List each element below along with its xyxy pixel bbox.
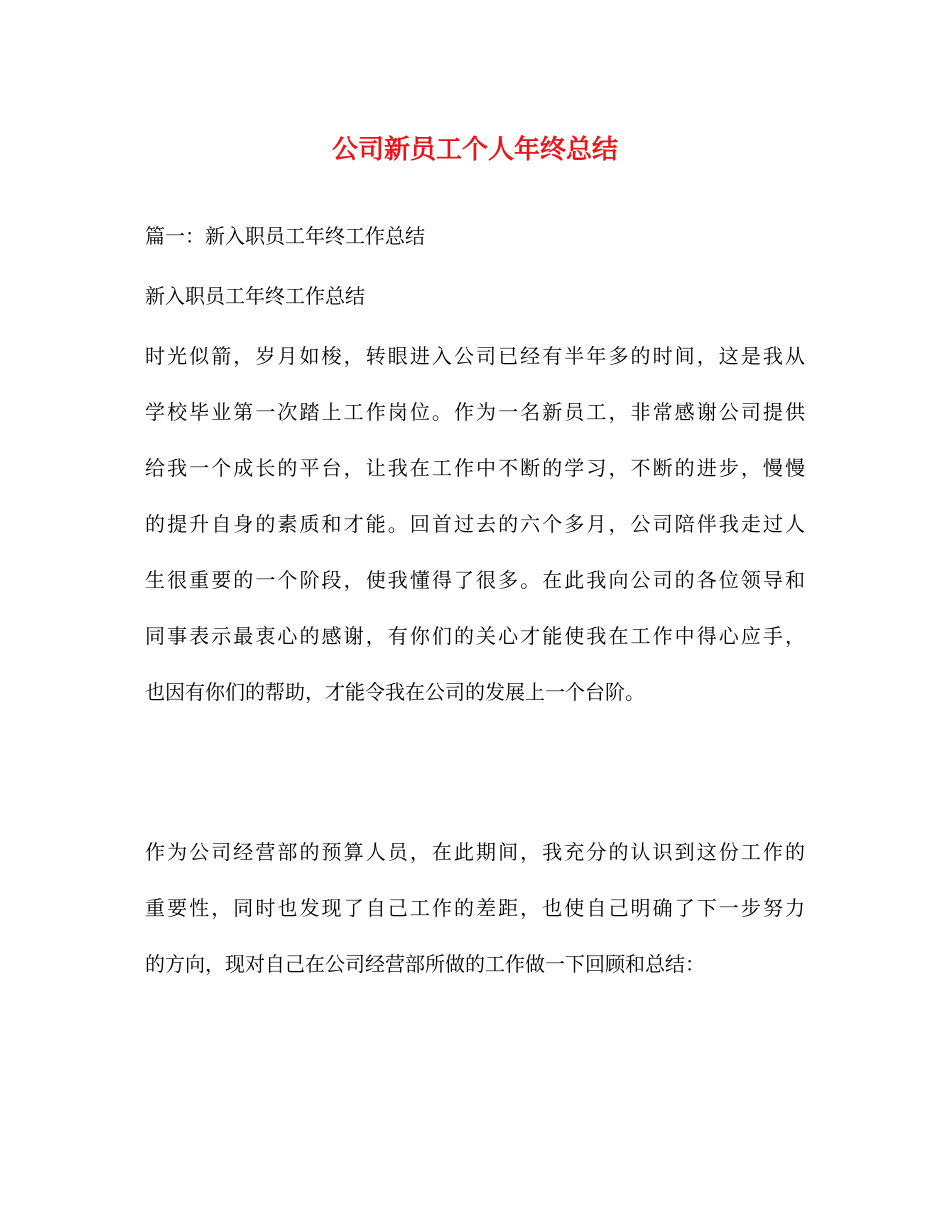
paragraph-line: 的提升自身的素质和才能。回首过去的六个多月，公司陪伴我走过人 xyxy=(145,512,805,536)
paragraph-2 xyxy=(145,838,805,1006)
paragraph-line: 给我一个成长的平台，让我在工作中不断的学习，不断的进步，慢慢 xyxy=(145,456,805,480)
paragraph-line: 的方向，现对自己在公司经营部所做的工作做一下回顾和总结： xyxy=(145,952,705,976)
paragraph-line: 同事表示最衷心的感谢，有你们的关心才能使我在工作中得心应手， xyxy=(145,624,805,648)
paragraph-line: 生很重要的一个阶段，使我懂得了很多。在此我向公司的各位领导和 xyxy=(145,568,805,592)
document-title: 公司新员工个人年终总结 xyxy=(331,135,618,165)
paragraph-line: 时光似箭，岁月如梭，转眼进入公司已经有半年多的时间，这是我从 xyxy=(145,344,805,368)
paragraph-line: 重要性，同时也发现了自己工作的差距，也使自己明确了下一步努力 xyxy=(145,896,805,920)
sub-title: 新入职员工年终工作总结 xyxy=(145,284,365,308)
paragraph-line: 也因有你们的帮助，才能令我在公司的发展上一个台阶。 xyxy=(145,680,645,704)
paragraph-1 xyxy=(145,342,805,734)
section-heading: 篇一：新入职员工年终工作总结 xyxy=(145,224,425,248)
paragraph-line: 作为公司经营部的预算人员，在此期间，我充分的认识到这份工作的 xyxy=(145,840,805,864)
paragraph-line: 学校毕业第一次踏上工作岗位。作为一名新员工，非常感谢公司提供 xyxy=(145,400,805,424)
